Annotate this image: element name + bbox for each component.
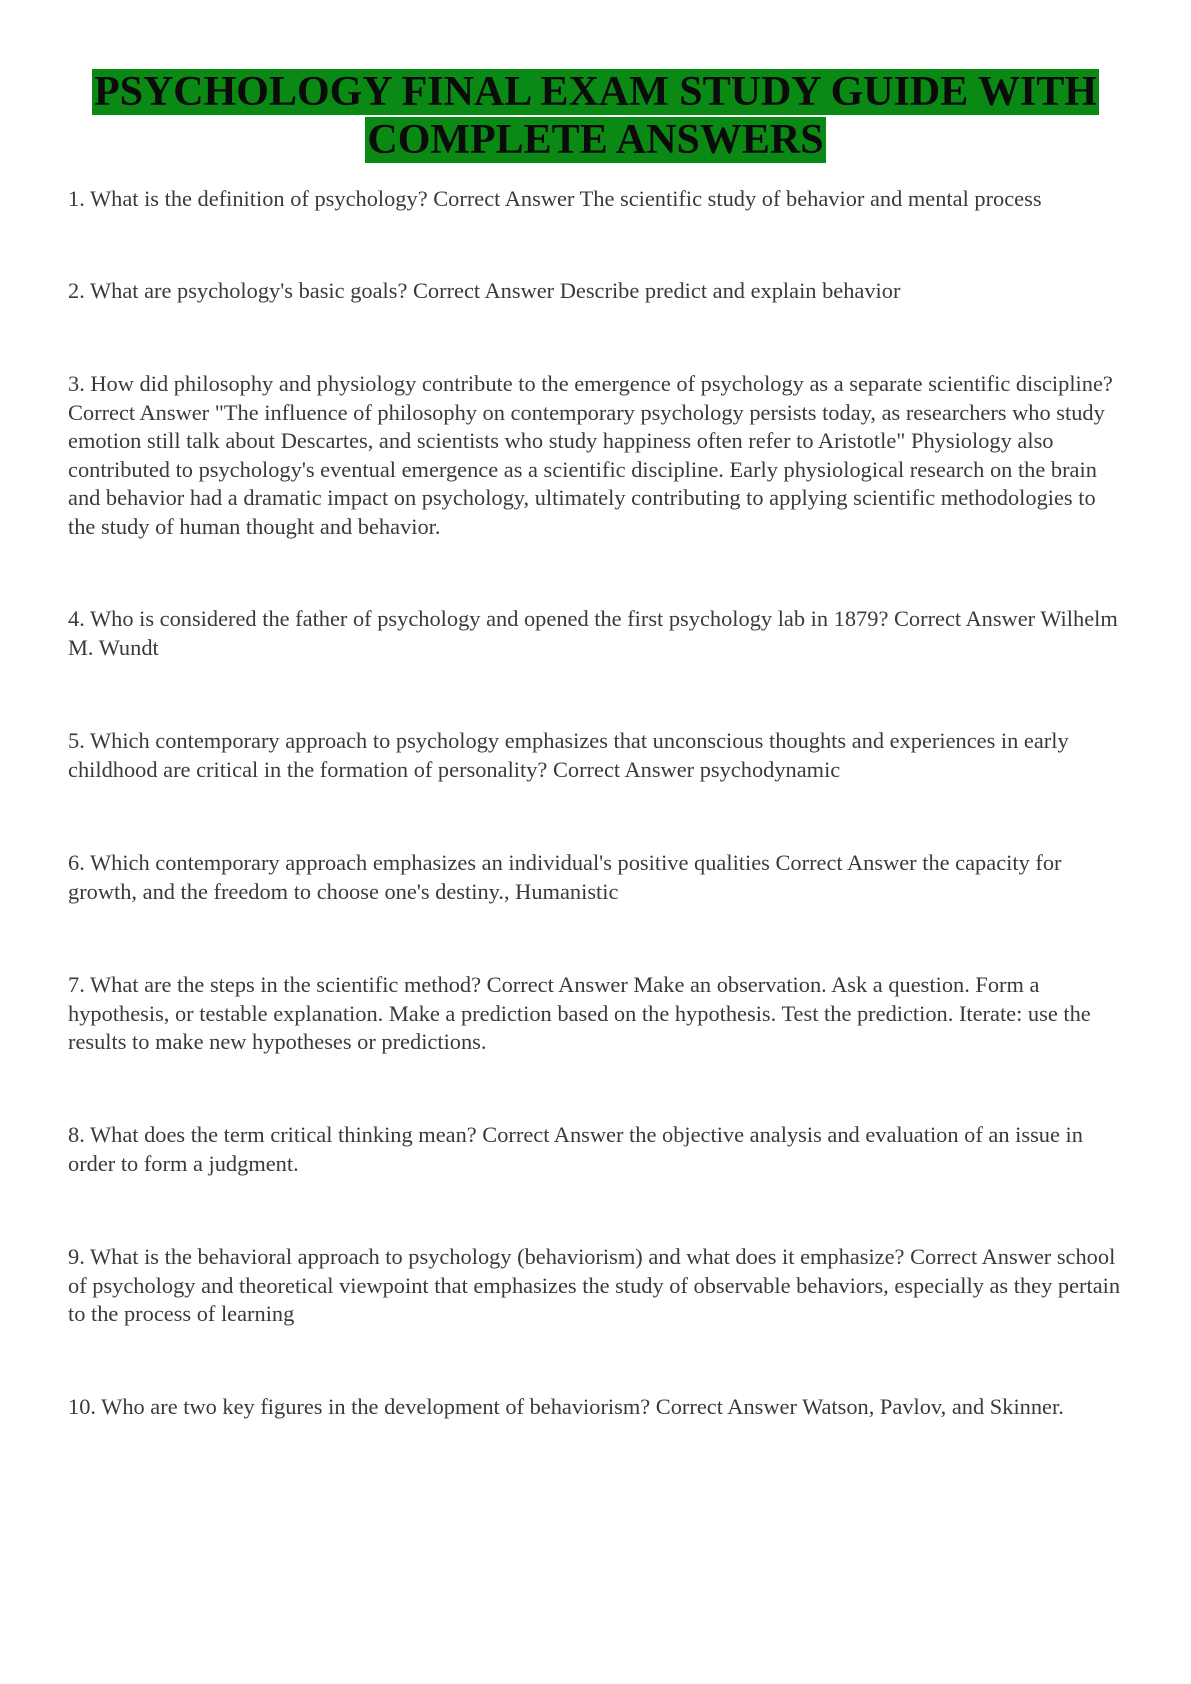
question-item-8: 8. What does the term critical thinking mean? Correct Answer the objective analysis and evaluation of an issue in order to form a judgment. xyxy=(68,1122,1083,1176)
question-item-7: 7. What are the steps in the scientific method? Correct Answer Make an observation. Ask a question. Form a hypothesis, or testable explanation. Make a prediction based on the hypothesis. Test the prediction. Iterate: use the results to make new hypotheses or predictions. xyxy=(68,972,1091,1055)
question-item-3: 3. How did philosophy and physiology contribute to the emergence of psychology as a separate scientific discipline? Correct Answer "The influence of philosophy on contemporary psychology persists today, as researchers who study emotion still talk about Descartes, and scientists who study happiness often refer to Aristotle" Physiology also contributed to psychology's eventual emergence as a scientific discipline. Early physiological research on the brain and behavior had a dramatic impact on psychology, ultimately contributing to applying scientific methodologies to the study of human thought and behavior. xyxy=(68,371,1113,539)
page-title xyxy=(60,68,1131,164)
question-item-1: 1. What is the definition of psychology? Correct Answer The scientific study of behavior and mental process xyxy=(68,186,1042,211)
page-title-line-2: COMPLETE ANSWERS xyxy=(367,117,824,163)
page-title-line-1: PSYCHOLOGY FINAL EXAM STUDY GUIDE WITH xyxy=(93,69,1098,115)
question-item-10: 10. Who are two key figures in the development of behaviorism? Correct Answer Watson, Pavlov, and Skinner. xyxy=(68,1394,1064,1419)
question-item-2: 2. What are psychology's basic goals? Correct Answer Describe predict and explain behavior xyxy=(68,278,901,303)
question-item-4: 4. Who is considered the father of psychology and opened the first psychology lab in 1879? Correct Answer Wilhelm M. Wundt xyxy=(68,606,1118,660)
question-item-5: 5. Which contemporary approach to psychology emphasizes that unconscious thoughts and experiences in early childhood are critical in the formation of personality? Correct Answer psychodynamic xyxy=(68,728,1069,782)
question-item-9: 9. What is the behavioral approach to psychology (behaviorism) and what does it emphasize? Correct Answer school of psychology and theoretical viewpoint that emphasizes the study of observable behaviors, especially as they pertain to the process of learning xyxy=(68,1244,1121,1327)
question-item-6: 6. Which contemporary approach emphasizes an individual's positive qualities Correct Answer the capacity for growth, and the freedom to choose one's destiny., Humanistic xyxy=(68,850,1062,904)
